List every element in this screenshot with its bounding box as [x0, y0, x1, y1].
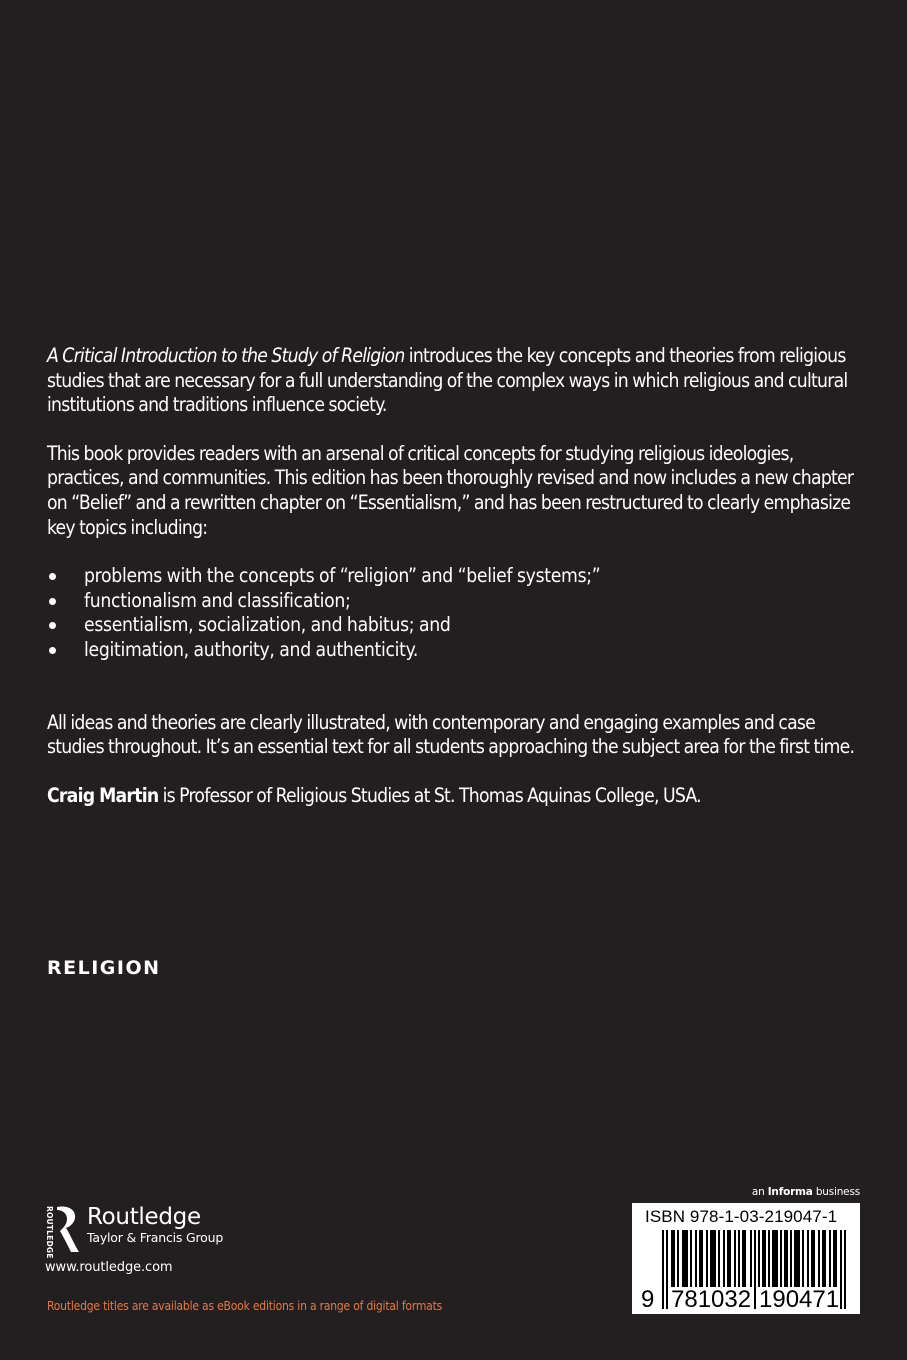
- book-title: A Critical Introduction to the Study of Religion: [47, 344, 405, 367]
- routledge-logo: [45, 1204, 224, 1259]
- bullet-icon: [49, 647, 56, 654]
- back-cover-blurb: [47, 344, 867, 808]
- publisher-block: [45, 1204, 223, 1275]
- list-item: functionalism and classification;: [47, 589, 867, 614]
- subject-category: RELIGION: [47, 957, 161, 979]
- intro-paragraph: [47, 344, 867, 418]
- isbn-barcode: [632, 1203, 860, 1314]
- bullet-icon: [49, 622, 56, 629]
- bullet-icon: [49, 573, 56, 580]
- description-paragraph: This book provides readers with an arsenal of critical concepts for studying religious ideologies, practices, and communities. This edition has been thoroughly revised and now includes a new chapter on “Belief” and a rewritten chapter on “Essentialism,” and has been restructured to clearly emphasize key topics including:: [47, 441, 854, 539]
- list-item: essentialism, socialization, and habitus; and: [47, 613, 867, 638]
- ebook-availability-note: Routledge titles are available as eBook editions in a range of digital formats: [47, 1299, 443, 1313]
- author-bio-text: is Professor of Religious Studies at St. Thomas Aquinas College, USA.: [158, 783, 701, 807]
- key-topics-list: [47, 564, 867, 662]
- publisher-group: Taylor & Francis Group: [87, 1230, 224, 1245]
- author-name: Craig Martin: [47, 783, 159, 807]
- routledge-r-logo-icon: [45, 1204, 81, 1259]
- publisher-name: Routledge: [87, 1204, 201, 1230]
- informa-tagline: an Informa business: [751, 1186, 860, 1198]
- author-bio: [47, 784, 867, 809]
- summary-paragraph: All ideas and theories are clearly illustrated, with contemporary and engaging examples and case studies throughout. It’s an essential text for all students approaching the subject area for the first time.: [47, 710, 855, 759]
- list-item: legitimation, authority, and authenticity.: [47, 638, 867, 663]
- isbn-label: ISBN 978-1-03-219047-1: [645, 1207, 838, 1226]
- publisher-website-link[interactable]: www.routledge.com: [45, 1260, 173, 1275]
- informa-brand: Informa: [767, 1186, 813, 1198]
- list-item: problems with the concepts of “religion” and “belief systems;”: [47, 564, 867, 589]
- barcode-digits-left: 781032: [671, 1286, 752, 1313]
- bullet-icon: [49, 598, 56, 605]
- barcode-first-digit: 9: [641, 1286, 655, 1313]
- barcode-digits-right: 190471: [759, 1286, 840, 1313]
- intro-text: introduces the key concepts and theories from religious studies that are necessary for a full understanding of the complex ways in which religious and cultural institutions and traditions influence society.: [47, 344, 848, 417]
- logo-vertical-text: ROUTLEDGE: [45, 1206, 54, 1259]
